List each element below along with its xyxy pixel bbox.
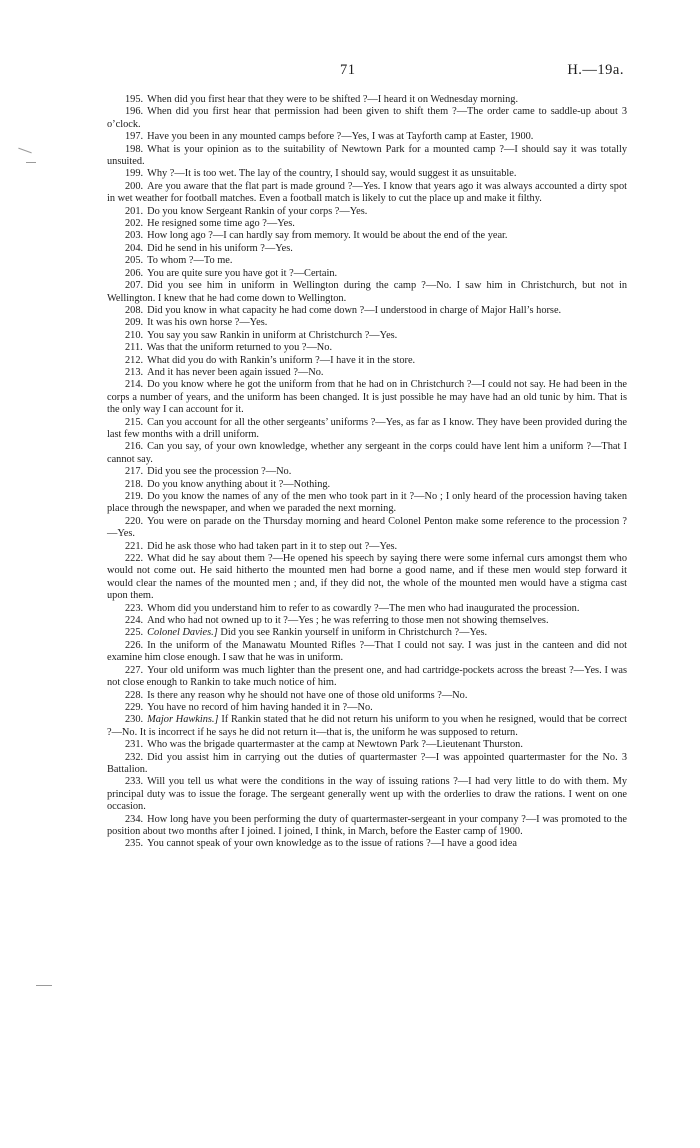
question-answer-text: Do you know anything about it ?—Nothing.	[147, 478, 331, 490]
question-answer-text: What did you do with Rankin’s uniform ?—I have it in the store.	[147, 354, 416, 366]
question-number: 209.	[125, 317, 144, 329]
question-answer-text: Have you been in any mounted camps before ?—Yes, I was at Tayforth camp at Easter, 1900.	[147, 131, 534, 143]
question-answer-text: Did he send in his uniform ?—Yes.	[147, 242, 293, 254]
question-number: 208.	[125, 304, 144, 316]
question-number: 211.	[125, 342, 143, 354]
evidence-entry	[107, 206, 627, 218]
question-answer-text: Did you know in what capacity he had come down ?—I understood in charge of Major Hall’s horse.	[147, 304, 562, 316]
question-number: 230.	[125, 714, 144, 726]
question-answer-text: To whom ?—To me.	[147, 255, 233, 267]
question-answer-text: And it has never been again issued ?—No.	[147, 366, 324, 378]
question-number: 229.	[125, 701, 144, 713]
question-number: 233.	[125, 776, 144, 788]
question-number: 223.	[125, 602, 144, 614]
question-answer-text: And who had not owned up to it ?—Yes ; he was referring to those men not showing themselves.	[147, 615, 549, 627]
question-answer-text: Is there any reason why he should not have one of those old uniforms ?—No.	[147, 689, 468, 701]
question-number: 222.	[125, 553, 144, 565]
question-number: 196.	[125, 106, 144, 118]
evidence-entry	[107, 665, 627, 690]
evidence-entry	[107, 640, 627, 665]
question-answer-text: Can you say, of your own knowledge, whether any sergeant in the corps could have lent him a uniform ?—That I cannot say.	[107, 441, 627, 465]
question-answer-text: Did you assist him in carrying out the duties of quartermaster ?—I was appointed quartermaster for the No. 3 Battalion.	[107, 751, 627, 775]
evidence-entry	[107, 739, 627, 751]
question-answer-text: You say you saw Rankin in uniform at Christchurch ?—Yes.	[147, 329, 398, 341]
question-number: 212.	[125, 354, 144, 366]
question-number: 220.	[125, 515, 144, 527]
question-answer-text: Was that the uniform returned to you ?—No.	[146, 342, 333, 354]
question-answer-text: What is your opinion as to the suitability of Newtown Park for a mounted camp ?—I should say it was totally unsuited.	[107, 143, 627, 168]
question-answer-text: Did you see him in uniform in Wellington during the camp ?—No. I saw him in Christchurch, but not in Wellington. I knew that he had come down to Wellington.	[107, 280, 627, 304]
evidence-entry	[107, 268, 627, 280]
evidence-entry	[107, 752, 627, 777]
evidence-entry	[107, 243, 627, 255]
evidence-entry	[107, 317, 627, 329]
paper-reference: H.—19a.	[567, 62, 624, 78]
evidence-entry	[107, 144, 627, 169]
question-answer-text: How long ago ?—I can hardly say from memory. It would be about the end of the year.	[147, 230, 508, 242]
question-number: 203.	[125, 230, 144, 242]
question-answer-text: When did you first hear that they were to be shifted ?—I heard it on Wednesday morning.	[147, 94, 519, 105]
evidence-entry	[107, 814, 627, 839]
question-number: 195.	[125, 94, 144, 105]
question-number: 197.	[125, 131, 144, 143]
evidence-entry	[107, 702, 627, 714]
question-number: 201.	[125, 205, 144, 217]
evidence-entry	[107, 280, 627, 305]
question-number: 214.	[125, 379, 144, 391]
evidence-entry	[107, 516, 627, 541]
question-answer-text: Are you aware that the flat part is made ground ?—Yes. I know that years ago it was always accounted a dirty spot in wet weather for football matches. Even a football match is likely to cut the place up and make it filthy.	[107, 180, 627, 205]
evidence-entry	[107, 466, 627, 478]
question-number: 206.	[125, 267, 144, 279]
question-answer-text: He resigned some time ago ?—Yes.	[147, 218, 295, 230]
evidence-entry	[107, 255, 627, 267]
speaker-attribution: Major Hawkins.]	[147, 714, 219, 726]
margin-mark	[26, 162, 36, 163]
question-number: 224.	[125, 615, 144, 627]
margin-mark	[18, 148, 31, 154]
question-number: 202.	[125, 218, 144, 230]
question-answer-text: In the uniform of the Manawatu Mounted Rifles ?—That I could not say. I was just in the canteen and did not examine him close enough. I saw that he was in uniform.	[107, 639, 627, 664]
question-answer-text: Did you see the procession ?—No.	[147, 466, 292, 478]
evidence-entry	[107, 491, 627, 516]
question-number: 198.	[125, 143, 144, 155]
evidence-entry	[107, 131, 627, 143]
evidence-entry	[107, 776, 627, 813]
question-answer-text: When did you first hear that permission had been given to shift them ?—The order came to saddle-up about 3 o’clock.	[107, 106, 627, 130]
question-number: 200.	[125, 180, 144, 192]
question-number: 219.	[125, 491, 144, 502]
evidence-entry	[107, 330, 627, 342]
question-answer-text: Did he ask those who had taken part in it to step out ?—Yes.	[147, 540, 398, 552]
question-number: 234.	[125, 813, 144, 825]
evidence-entry	[107, 305, 627, 317]
evidence-entry	[107, 230, 627, 242]
speaker-attribution: Colonel Davies.]	[147, 627, 218, 639]
evidence-entry	[107, 603, 627, 615]
question-number: 204.	[125, 242, 144, 254]
evidence-entry	[107, 342, 627, 354]
question-number: 215.	[125, 416, 144, 428]
evidence-entry	[107, 627, 627, 639]
question-number: 232.	[125, 751, 144, 763]
question-number: 235.	[125, 838, 144, 850]
evidence-entry	[107, 838, 627, 850]
evidence-entry	[107, 168, 627, 180]
question-answer-text: Do you know the names of any of the men who took part in it ?—No ; I only heard of the procession having taken place through the newspaper, and when we paraded the next morning.	[107, 491, 627, 515]
evidence-entry	[107, 553, 627, 603]
question-answer-text: Who was the brigade quartermaster at the camp at Newtown Park ?—Lieutenant Thurston.	[147, 739, 523, 751]
question-answer-text: You have no record of him having handed it in ?—No.	[147, 701, 373, 713]
page-number: 71	[340, 62, 356, 78]
question-answer-text: Can you account for all the other sergeants’ uniforms ?—Yes, as far as I know. They have been provided during the last few months with a drill uniform.	[107, 416, 627, 440]
evidence-entry	[107, 541, 627, 553]
question-number: 216.	[125, 441, 144, 453]
question-number: 226.	[125, 639, 144, 651]
question-number: 231.	[125, 739, 144, 751]
question-number: 218.	[125, 478, 144, 490]
evidence-entry	[107, 379, 627, 416]
evidence-entry	[107, 181, 627, 206]
page-header	[0, 62, 700, 82]
evidence-entry	[107, 615, 627, 627]
question-answer-text: You cannot speak of your own knowledge as to the issue of rations ?—I have a good idea	[147, 838, 517, 850]
question-answer-text: Did you see Rankin yourself in uniform in Christchurch ?—Yes.	[220, 627, 488, 639]
question-number: 228.	[125, 689, 144, 701]
question-number: 205.	[125, 255, 144, 267]
evidence-entry	[107, 479, 627, 491]
question-answer-text: Will you tell us what were the conditions in the way of issuing rations ?—I had very little to do with them. My principal duty was to issue the forage. The sergeant generally went up with the orderlies to draw the rations. I went on one occasion.	[107, 776, 627, 813]
evidence-entry	[107, 355, 627, 367]
evidence-entry	[107, 94, 627, 106]
evidence-entry	[107, 441, 627, 466]
question-number: 207.	[125, 280, 144, 292]
question-number: 210.	[125, 329, 144, 341]
evidence-entry	[107, 714, 627, 739]
question-answer-text: What did he say about them ?—He opened his speech by saying there were some infernal curs amongst them who would not come out. He said hitherto the mounted men had borne a good name, and if these men would step forward it would clear the names of the mounted men ; and, if they did not, the whole of the mounted men would have a stigma cast upon them.	[107, 553, 627, 602]
question-answer-text: Your old uniform was much lighter than the present one, and had cartridge-pockets across the breast ?—Yes. I was not close enough to Rankin to take much notice of him.	[107, 664, 627, 689]
evidence-entry	[107, 218, 627, 230]
question-number: 213.	[125, 366, 144, 378]
question-answer-text: You were on parade on the Thursday morning and heard Colonel Penton make some reference to the procession ?—Yes.	[107, 515, 627, 540]
question-answer-text: If Rankin stated that he did not return his uniform to you when he resigned, would that be correct ?—No. It is incorrect if he says he did not return it—that is, the uniform he was supposed to return.	[107, 714, 627, 738]
margin-mark	[36, 985, 52, 986]
evidence-entry	[107, 367, 627, 379]
question-number: 221.	[125, 540, 144, 552]
evidence-entry	[107, 417, 627, 442]
question-answer-text: Do you know where he got the uniform from that he had on in Christchurch ?—I could not say. He had been in the corps a number of years, and the uniform has been changed. It is just possible he may have had an old tunic by him. That is the only way I can account for it.	[107, 379, 627, 416]
evidence-entry	[107, 690, 627, 702]
question-number: 225.	[125, 627, 144, 639]
minutes-of-evidence	[107, 94, 627, 851]
question-number: 227.	[125, 664, 144, 676]
question-answer-text: Why ?—It is too wet. The lay of the country, I should say, would suggest it as unsuitable.	[147, 168, 517, 180]
question-answer-text: How long have you been performing the duty of quartermaster-sergeant in your company ?—I was promoted to the position about two months after I joined. I joined, I think, in March, before the Easter camp of 1900.	[107, 813, 627, 837]
question-number: 217.	[125, 466, 144, 478]
question-answer-text: It was his own horse ?—Yes.	[147, 317, 268, 329]
question-answer-text: Do you know Sergeant Rankin of your corps ?—Yes.	[147, 205, 368, 217]
question-number: 199.	[125, 168, 144, 180]
evidence-entry	[107, 106, 627, 131]
question-answer-text: You are quite sure you have got it ?—Certain.	[147, 267, 338, 279]
question-answer-text: Whom did you understand him to refer to as cowardly ?—The men who had inaugurated the procession.	[147, 602, 580, 614]
